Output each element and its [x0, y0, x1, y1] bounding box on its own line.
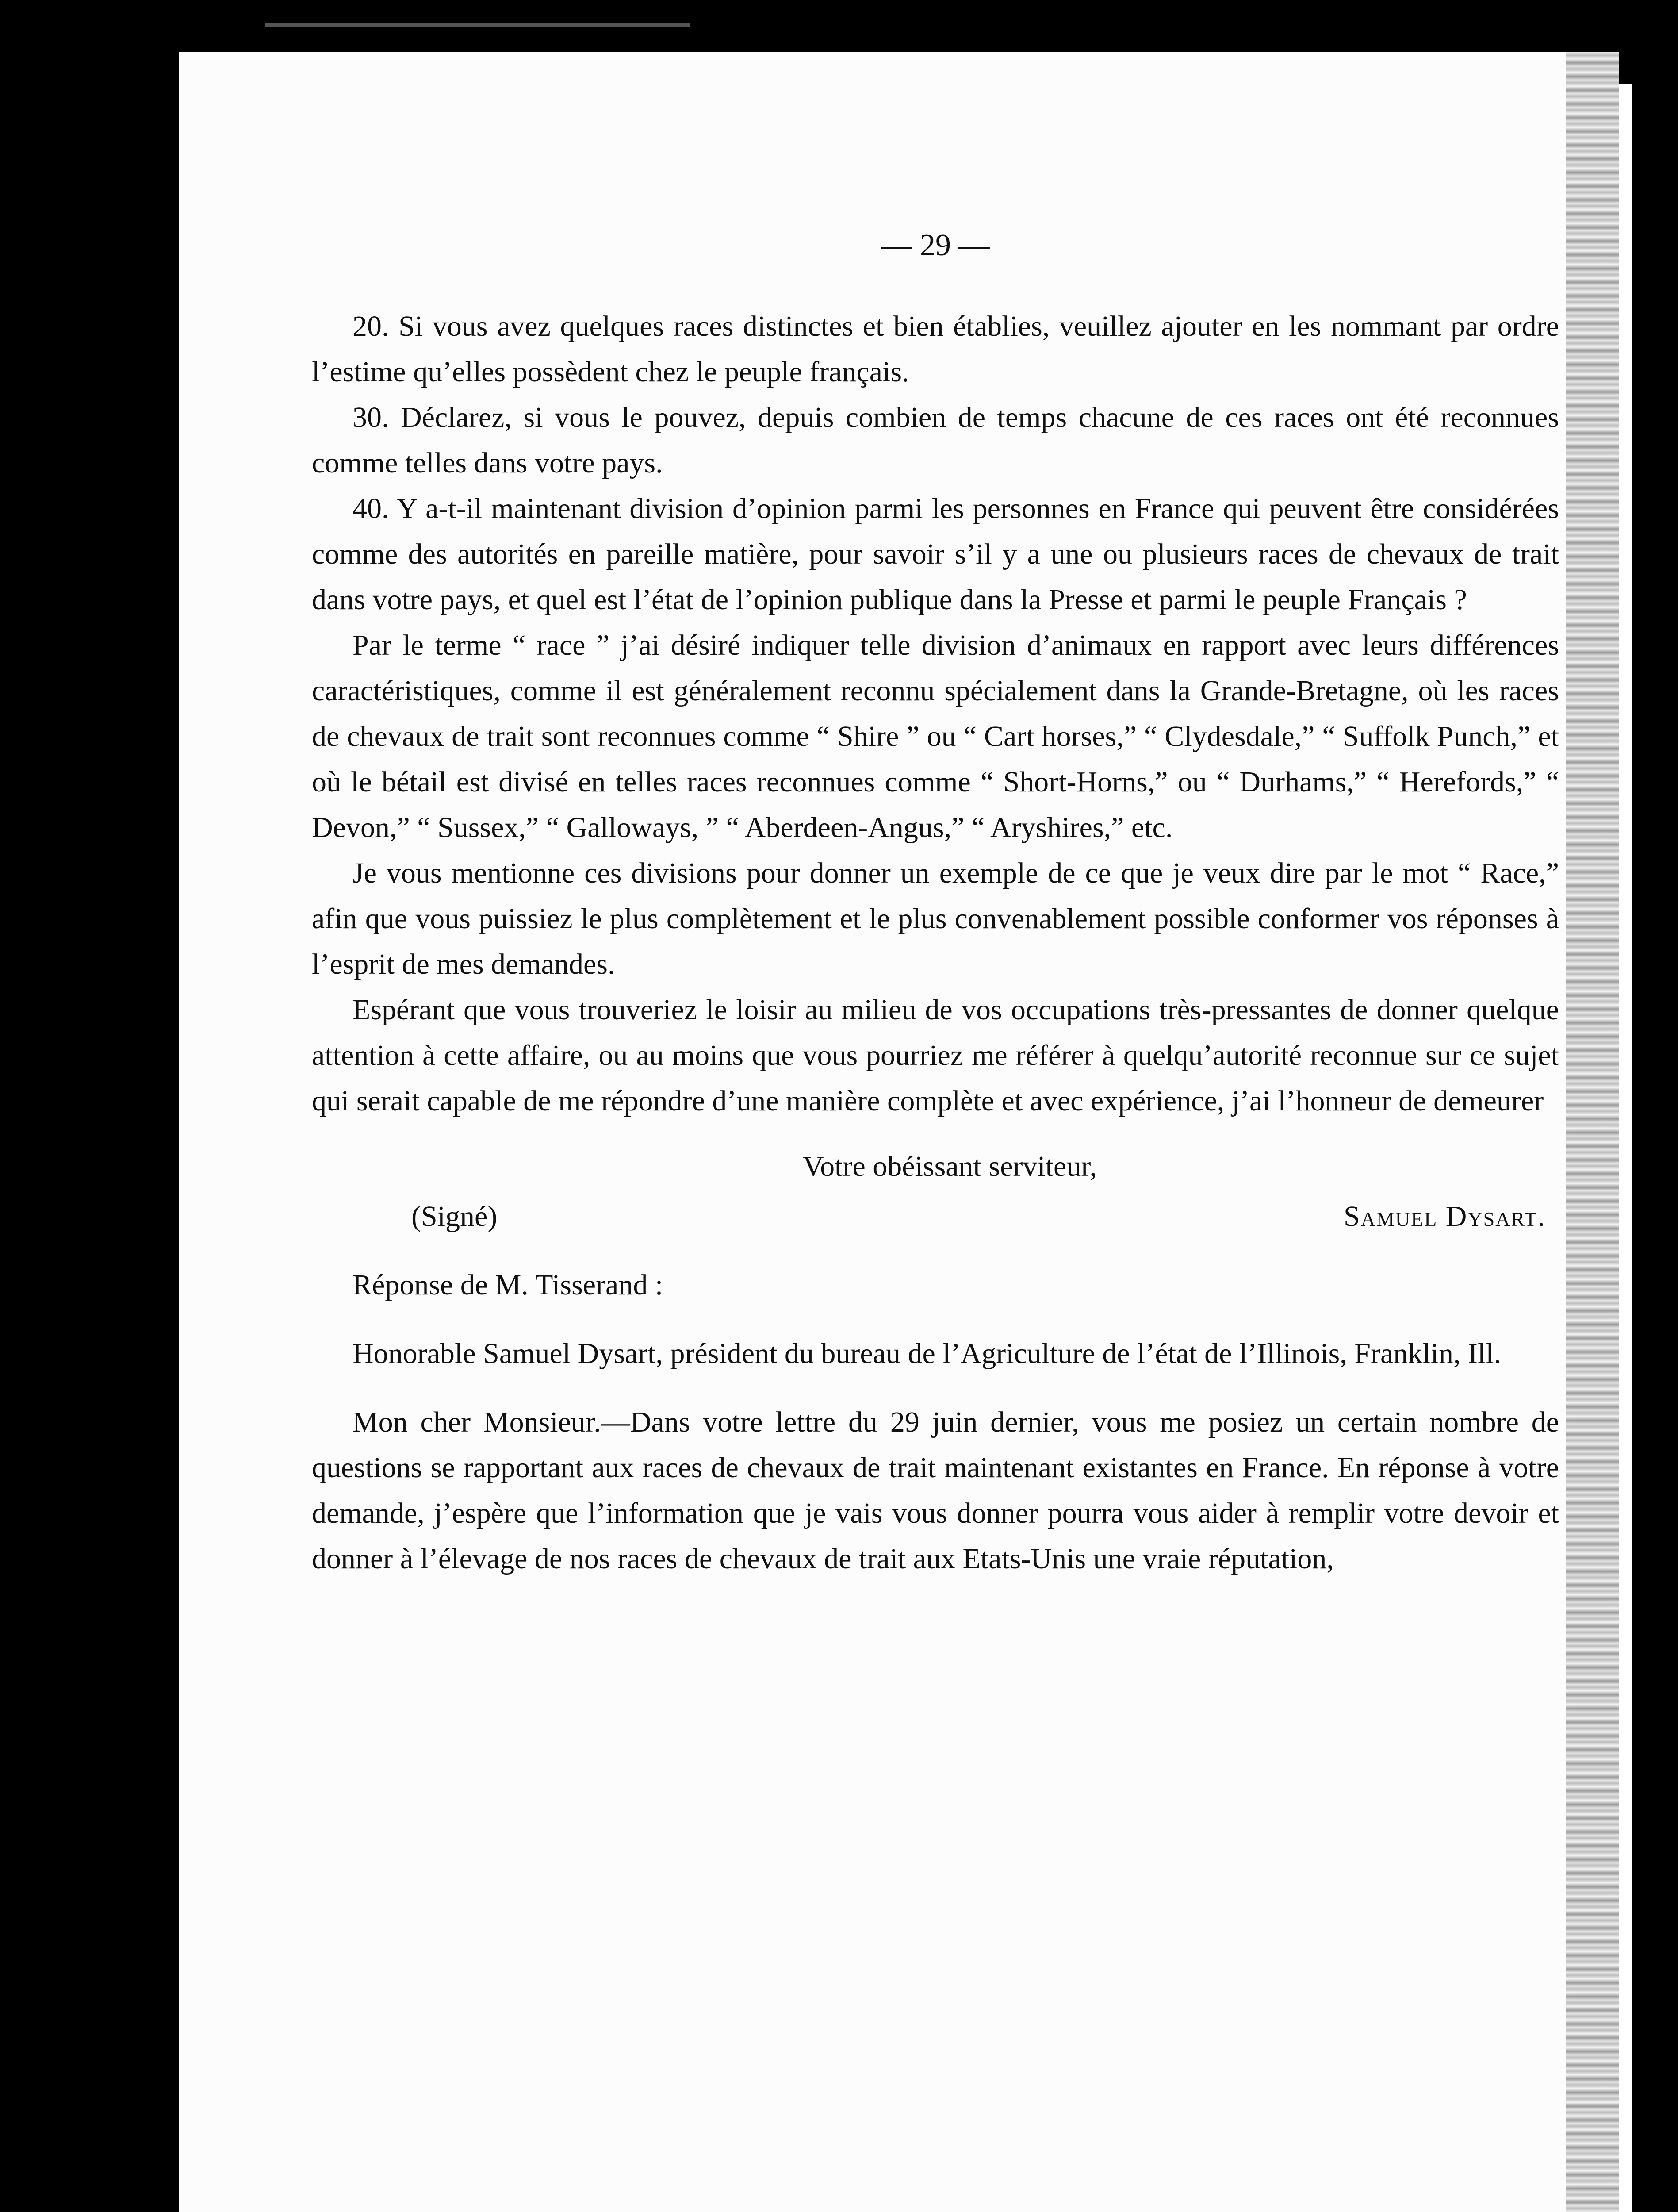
paragraph-race-definition: Par le terme “ race ” j’ai désiré indiquer telle division d’animaux en rapport avec leurs différences caractéristiques, comme il est généralement reconnu spécialement dans la Grande-Bretagne, où les races de chevaux de trait sont reconnues comme “ Shire ” ou “ Cart horses,” “ Clydesdale,” “ Suffolk Punch,” et où le bétail est divisé en telles races reconnues comme “ Short-Horns,” ou “ Durhams,” “ Herefords,” “ Devon,” “ Sussex,” “ Galloways, ” “ Aberdeen-Angus,” “ Aryshires,” etc.: [312, 629, 1559, 844]
page-text: [312, 223, 1559, 1582]
scan-artifact-top: [265, 23, 690, 27]
paragraph-divisions-example: Je vous mentionne ces divisions pour donner un exemple de ce que je veux dire par le mot “ Race,” afin que vous puissiez le plus complètement et le plus convenablement possible conformer vos réponses à l’esprit de mes demandes.: [312, 857, 1559, 980]
signed-label: (Signé): [411, 1200, 498, 1233]
signatory-name: Samuel Dysart.: [1344, 1200, 1546, 1233]
paragraph-question-30: 30. Déclarez, si vous le pouvez, depuis combien de temps chacune de ces races ont été reconnues comme telles dans votre pays.: [312, 401, 1559, 479]
book-page: [179, 52, 1566, 2212]
closing-line: Votre obéissant serviteur,: [803, 1150, 1097, 1183]
reply-body: Mon cher Monsieur.—Dans votre lettre du 29 juin dernier, vous me posiez un certain nombre de questions se rapportant aux races de chevaux de trait maintenant existantes en France. En réponse à votre demande, j’espère que l’information que je vais vous donner pourra vous aider à remplir votre devoir et donner à l’élevage de nos races de chevaux de trait aux Etats-Unis une vraie réputation,: [312, 1406, 1559, 1575]
addressee: Honorable Samuel Dysart, président du bureau de l’Agriculture de l’état de l’Illinois, Franklin, Ill.: [352, 1337, 1502, 1370]
paragraph-closing-request: Espérant que vous trouveriez le loisir au milieu de vos occupations très-pressantes de donner quelque attention à cette affaire, ou au moins que vous pourriez me référer à quelqu’autorité reconnue sur ce sujet qui serait capable de me répondre d’une manière complète et avec expérience, j’ai l’honneur de demeurer: [312, 994, 1559, 1117]
page-number: — 29 —: [881, 228, 990, 262]
paragraph-question-40: 40. Y a-t-il maintenant division d’opinion parmi les personnes en France qui peuvent être considérées comme des autorités en pareille matière, pour savoir s’il y a une ou plusieurs races de chevaux de trait dans votre pays, et quel est l’état de l’opinion publique dans la Presse et parmi le peuple Français ?: [312, 492, 1559, 616]
signature-row: [312, 1194, 1559, 1239]
page-edge-highlight: [1619, 84, 1632, 2212]
page-edge-stack: [1566, 52, 1619, 2212]
paragraph-question-20: 20. Si vous avez quelques races distinctes et bien établies, veuillez ajouter en les nommant par ordre l’estime qu’elles possèdent chez le peuple français.: [312, 310, 1559, 388]
reply-heading: Réponse de M. Tisserand :: [352, 1269, 663, 1301]
